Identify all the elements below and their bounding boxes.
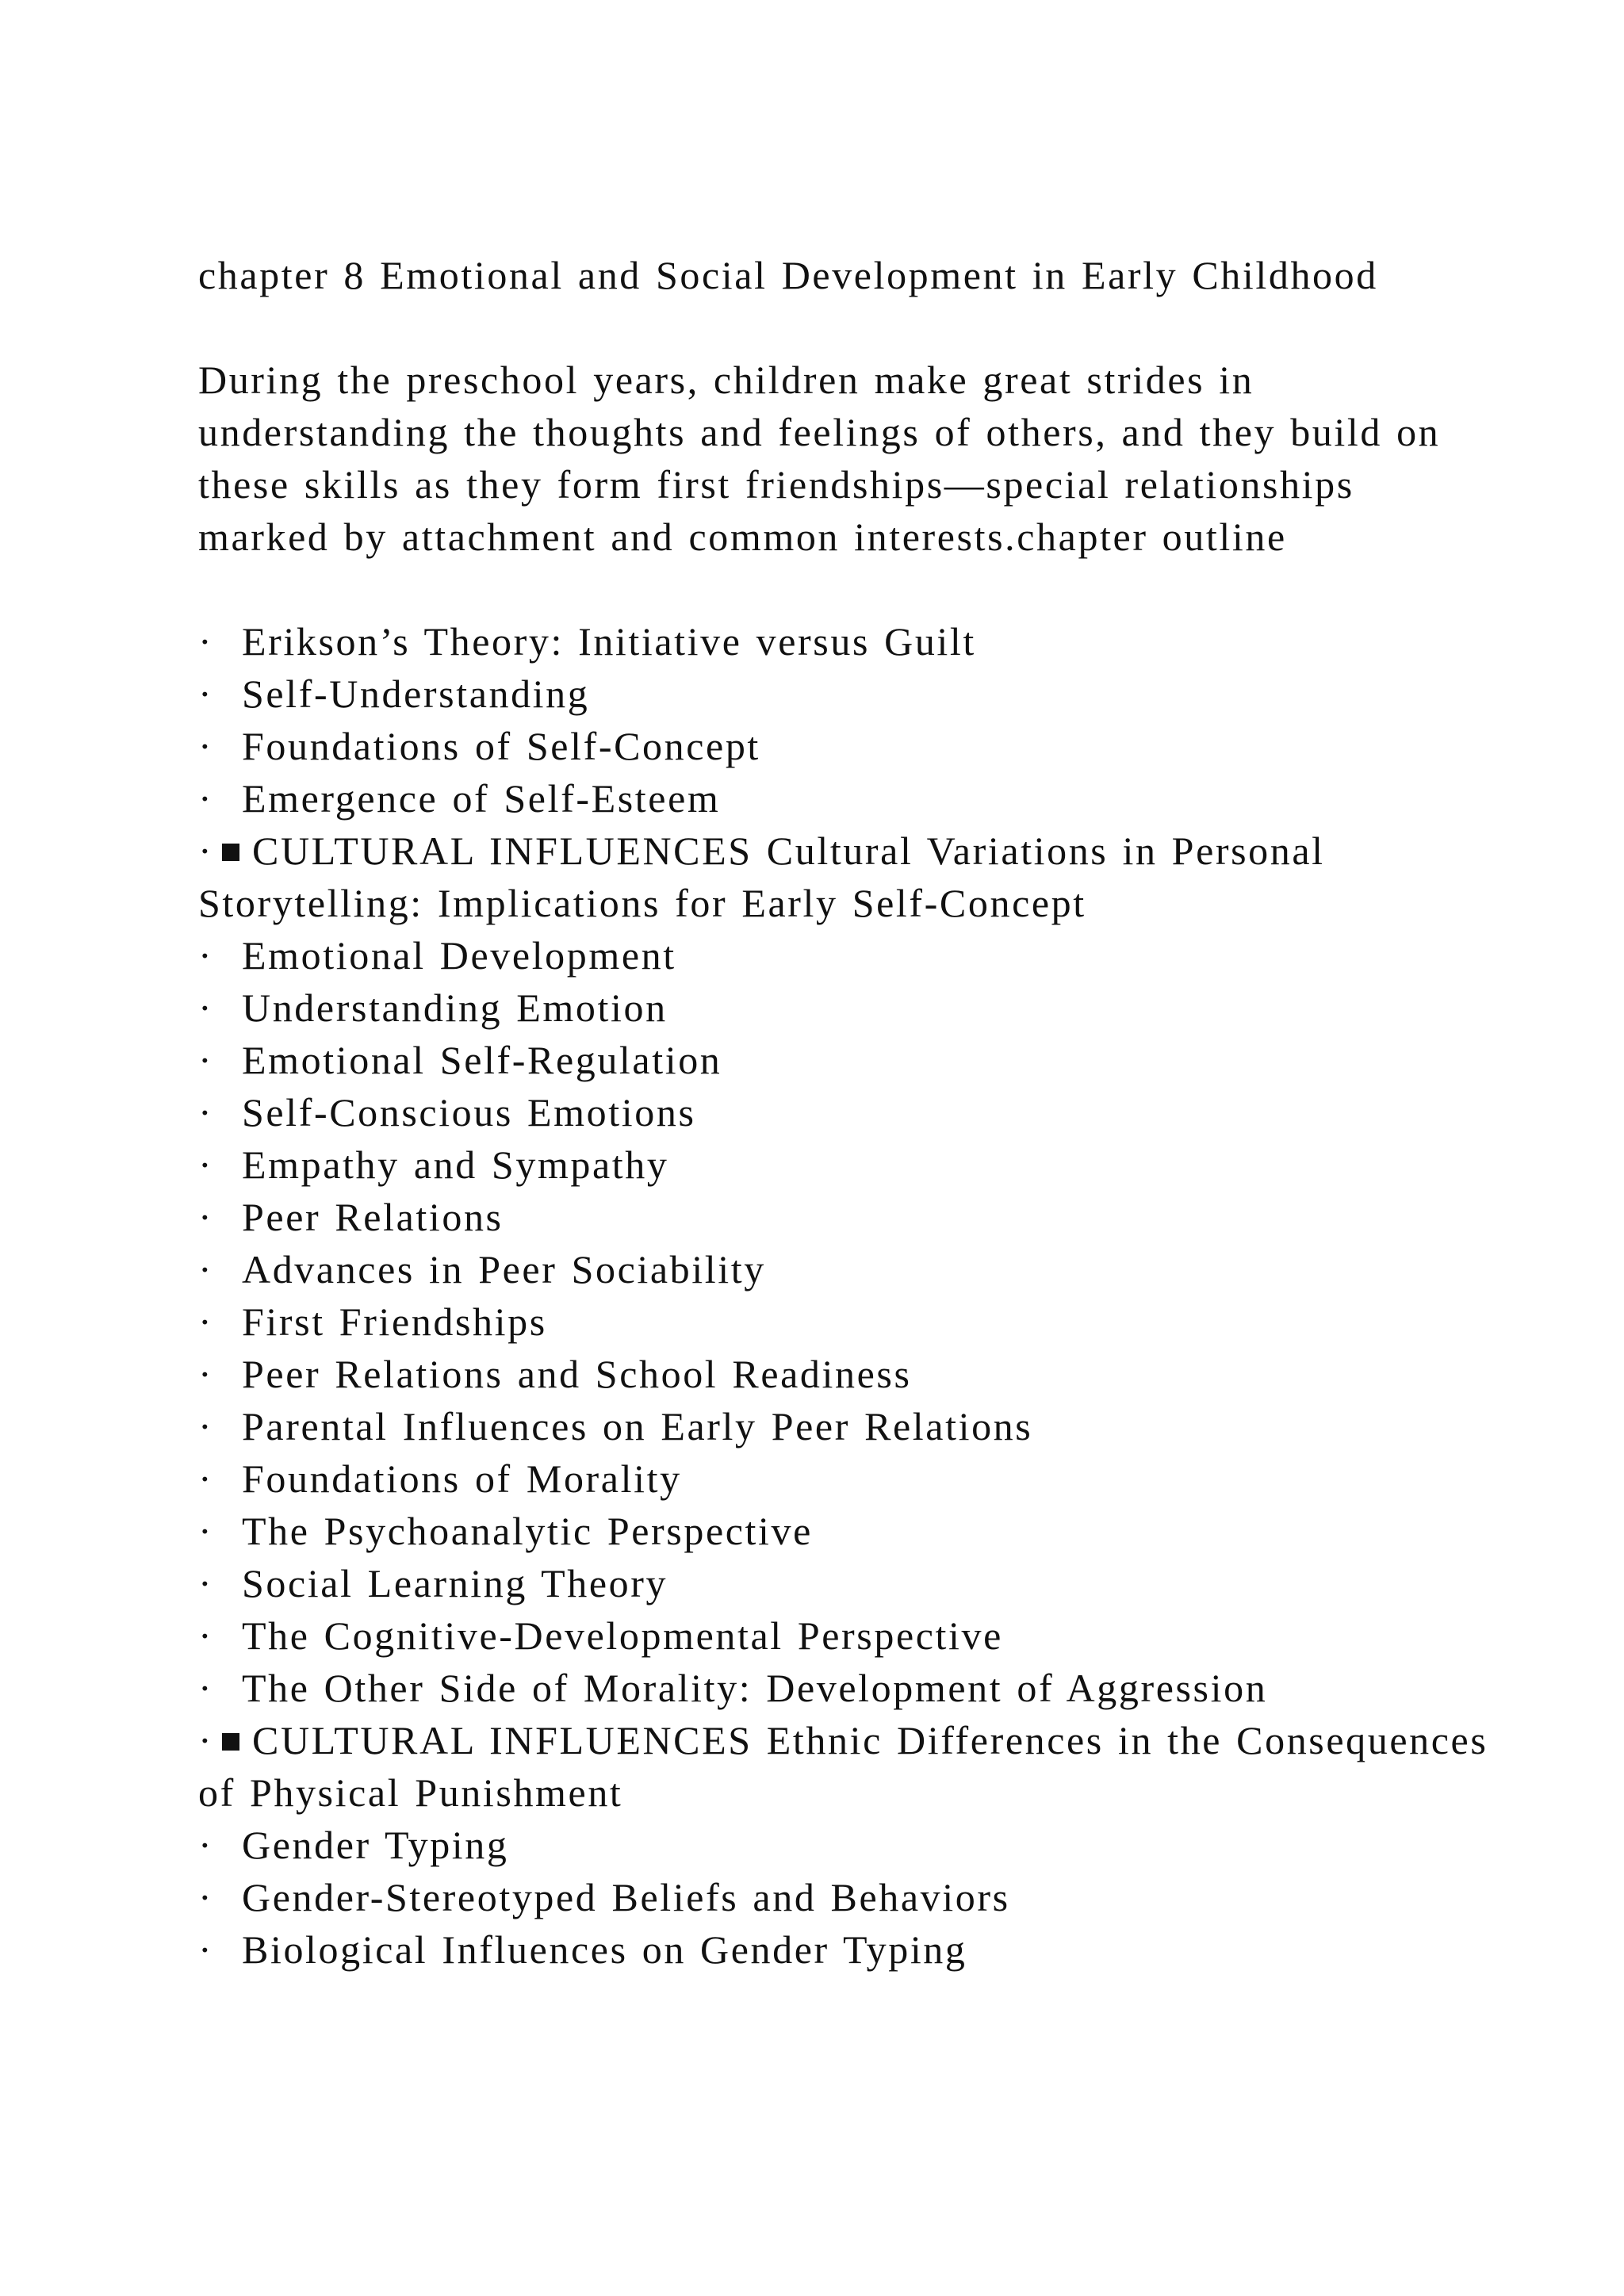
outline-item (198, 720, 1499, 772)
bullet-dot-icon: · (198, 1038, 214, 1082)
outline-item-text: The Cognitive-Developmental Perspective (242, 1613, 1003, 1658)
document-body (198, 249, 1503, 1976)
outline-item (198, 1138, 1499, 1191)
outline-item (198, 1243, 1499, 1295)
outline-item (198, 1400, 1499, 1452)
bullet-dot-icon: · (198, 1404, 214, 1448)
bullet-dot-icon: · (198, 1509, 214, 1553)
outline-item (198, 1819, 1499, 1871)
paragraph-gap (198, 301, 1499, 354)
black-square-icon (222, 1733, 239, 1751)
outline-item-text: The Psychoanalytic Perspective (242, 1509, 813, 1553)
outline-item (198, 1348, 1499, 1400)
outline-item-text: Self-Conscious Emotions (242, 1090, 696, 1135)
chapter-outline-list (198, 615, 1503, 1976)
paragraph-gap (198, 563, 1499, 615)
outline-item-text: Empathy and Sympathy (242, 1142, 669, 1187)
outline-item-text: The Other Side of Morality: Development of Aggression (242, 1666, 1268, 1710)
outline-item-text: Emotional Self-Regulation (242, 1038, 722, 1082)
outline-item-text: Emergence of Self-Esteem (242, 776, 721, 821)
chapter-heading: chapter 8 Emotional and Social Development in Early Childhood (198, 253, 1378, 297)
outline-item-text: Understanding Emotion (242, 985, 668, 1030)
outline-item-text: CULTURAL INFLUENCES Ethnic Differences in the Consequences of Physical Punishment (198, 1718, 1503, 1815)
black-square-icon (222, 844, 239, 861)
bullet-dot-icon: · (198, 1090, 214, 1135)
bullet-dot-icon: · (198, 672, 214, 716)
outline-item-text: Advances in Peer Sociability (242, 1247, 766, 1292)
outline-item-text: First Friendships (242, 1299, 547, 1344)
outline-item-text: Emotional Development (242, 933, 676, 978)
outline-item (198, 982, 1499, 1034)
bullet-dot-icon: · (198, 1352, 214, 1396)
outline-item-text: CULTURAL INFLUENCES Cultural Variations in Personal Storytelling: Implications for Early Self-Concept (198, 828, 1339, 925)
bullet-dot-icon: · (198, 1299, 214, 1344)
outline-item-text: Gender-Stereotyped Beliefs and Behaviors (242, 1875, 1010, 1919)
outline-item-text: Foundations of Self-Concept (242, 724, 760, 768)
bullet-dot-icon: · (198, 1666, 214, 1710)
outline-item (198, 1714, 1503, 1819)
outline-item-text: Erikson’s Theory: Initiative versus Guilt (242, 619, 976, 664)
outline-item-text: Peer Relations and School Readiness (242, 1352, 912, 1396)
bullet-dot-icon: · (198, 619, 214, 664)
outline-item (198, 1191, 1499, 1243)
outline-item-text: Self-Understanding (242, 672, 590, 716)
bullet-dot-icon: · (198, 1718, 214, 1762)
bullet-dot-icon: · (198, 1195, 214, 1239)
outline-item-text: Foundations of Morality (242, 1456, 682, 1501)
outline-item (198, 1295, 1499, 1348)
bullet-dot-icon: · (198, 724, 214, 768)
outline-item (198, 1034, 1499, 1086)
bullet-dot-icon: · (198, 776, 214, 821)
outline-item (198, 1609, 1499, 1662)
outline-item (198, 615, 1499, 668)
bullet-dot-icon: · (198, 828, 214, 873)
outline-item-text: Social Learning Theory (242, 1561, 668, 1605)
bullet-dot-icon: · (198, 933, 214, 978)
outline-item-text: Peer Relations (242, 1195, 504, 1239)
outline-item-text: Biological Influences on Gender Typing (242, 1927, 967, 1972)
outline-item-text: Parental Influences on Early Peer Relations (242, 1404, 1033, 1448)
outline-item (198, 772, 1499, 825)
outline-item (198, 825, 1499, 929)
bullet-dot-icon: · (198, 1247, 214, 1292)
bullet-dot-icon: · (198, 1927, 214, 1972)
outline-item (198, 1452, 1499, 1505)
bullet-dot-icon: · (198, 1142, 214, 1187)
outline-item-text: Gender Typing (242, 1823, 509, 1867)
outline-item (198, 1557, 1499, 1609)
bullet-dot-icon: · (198, 1561, 214, 1605)
outline-item (198, 1871, 1499, 1923)
outline-item (198, 1086, 1499, 1138)
intro-paragraph: During the preschool years, children make great strides in understanding the thoughts and feelings of others, and they build on these skills as they form first friendships—special relationships marked by attachment and common interests.chapter outline (198, 358, 1441, 559)
outline-item (198, 668, 1499, 720)
bullet-dot-icon: · (198, 1875, 214, 1919)
outline-item (198, 1923, 1499, 1976)
bullet-dot-icon: · (198, 985, 214, 1030)
bullet-dot-icon: · (198, 1613, 214, 1658)
outline-item (198, 929, 1499, 982)
bullet-dot-icon: · (198, 1456, 214, 1501)
outline-item (198, 1505, 1499, 1557)
outline-item (198, 1662, 1499, 1714)
bullet-dot-icon: · (198, 1823, 214, 1867)
